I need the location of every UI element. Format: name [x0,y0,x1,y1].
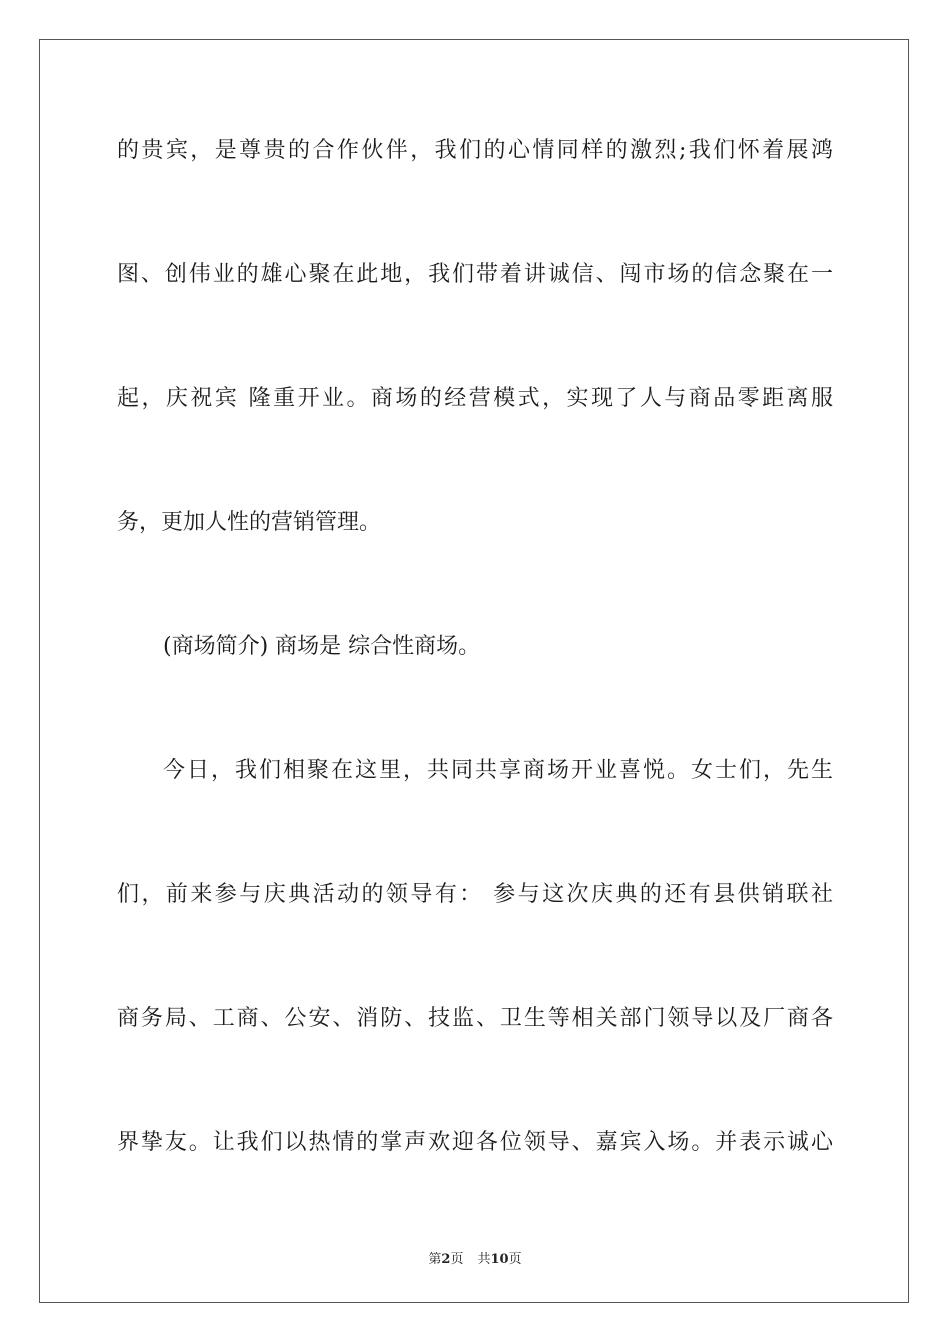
paragraph-line-2: 图、创伟业的雄心聚在此地，我们带着讲诚信、闯市场的信念聚在一 [117,262,833,287]
paragraph-line-6: 今日，我们相聚在这里，共同共享商场开业喜悦。女士们，先生 [163,758,833,783]
paragraph-line-4: 务，更加人性的营销管理。 [117,510,382,535]
paragraph-line-7: 们，前来参与庆典活动的领导有： 参与这次庆典的还有县供销联社 [117,882,833,907]
footer-total-suffix: 页 [508,1252,522,1267]
page-footer [0,1248,950,1267]
paragraph-line-1: 的贵宾，是尊贵的合作伙伴，我们的心情同样的激烈;我们怀着展鸿 [117,138,833,163]
paragraph-line-8: 商务局、工商、公安、消防、技监、卫生等相关部门领导以及厂商各 [117,1006,833,1031]
footer-page-prefix: 第 [428,1252,442,1267]
paragraph-line-9: 界挚友。让我们以热情的掌声欢迎各位领导、嘉宾入场。并表示诚心 [117,1130,833,1155]
paragraph-line-5: (商场简介) 商场是 综合性商场。 [163,634,481,659]
footer-page-number: 2 [441,1252,451,1267]
paragraph-line-3: 起，庆祝宾 隆重开业。商场的经营模式，实现了人与商品零距离服 [117,386,833,411]
footer-total-number: 10 [490,1252,509,1267]
footer-page-suffix: 页 [450,1252,464,1267]
footer-total-prefix: 共 [477,1252,491,1267]
page-border [39,39,909,1303]
